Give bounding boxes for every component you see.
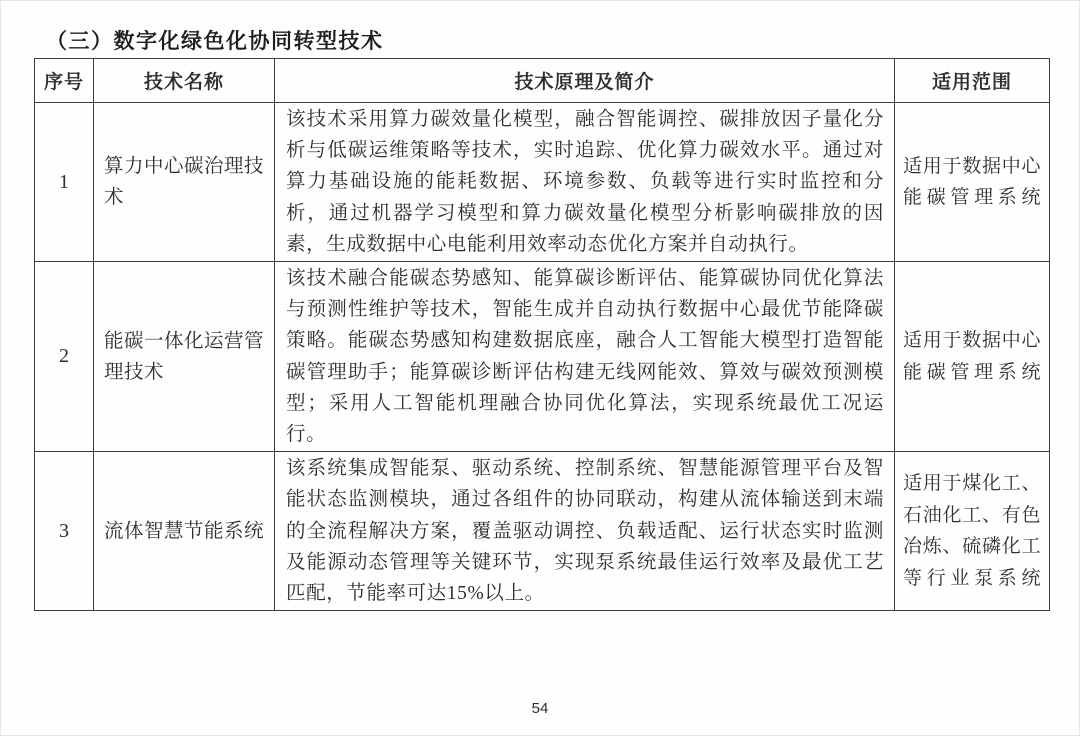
table-header-row (35, 59, 1050, 103)
principle-text: 该技术采用算力碳效量化模型，融合智能调控、碳排放因子量化分析与低碳运维策略等技术，实时追踪、优化算力碳效水平。通过对算力基础设施的能耗数据、环境参数、负载等进行实时监控和分析，通过机器学习模型和算力碳效量化模型分析影响碳排放的因素，生成数据中心电能利用效率动态优化方案并自动执行。 (275, 103, 895, 262)
header-technology-name: 技术名称 (94, 59, 275, 103)
page-number: 54 (531, 700, 549, 717)
principle-text: 该系统集成智能泵、驱动系统、控制系统、智慧能源管理平台及智能状态监测模块，通过各组件的协同联动，构建从流体输送到末端的全流程解决方案，覆盖驱动调控、负载适配、运行状态实时监测及能源动态管理等关键环节，实现泵系统最佳运行效率及最优工艺匹配，节能率可达15%以上。 (275, 452, 895, 611)
technology-name: 流体智慧节能系统 (94, 452, 275, 611)
row-serial-number: 2 (35, 262, 94, 452)
scope-text: 适用于数据中心能碳管理系统 (895, 262, 1050, 452)
principle-text: 该技术融合能碳态势感知、能算碳诊断评估、能算碳协同优化算法与预测性维护等技术，智能生成并自动执行数据中心最优节能降碳策略。能碳态势感知构建数据底座，融合人工智能大模型打造智能碳管理助手；能算碳诊断评估构建无线网能效、算效与碳效预测模型；采用人工智能机理融合协同优化算法，实现系统最优工况运行。 (275, 262, 895, 452)
row-serial-number: 1 (35, 103, 94, 262)
header-serial-number: 序号 (35, 59, 94, 103)
technology-table (34, 58, 1050, 611)
technology-name: 算力中心碳治理技术 (94, 103, 275, 262)
header-scope: 适用范围 (895, 59, 1050, 103)
header-principle: 技术原理及简介 (275, 59, 895, 103)
table-row (35, 262, 1050, 452)
section-title: （三）数字化绿色化协同转型技术 (46, 29, 384, 53)
row-serial-number: 3 (35, 452, 94, 611)
table-row (35, 103, 1050, 262)
scope-text: 适用于数据中心能碳管理系统 (895, 103, 1050, 262)
table-row (35, 452, 1050, 611)
technology-name: 能碳一体化运营管理技术 (94, 262, 275, 452)
scope-text: 适用于煤化工、石油化工、有色冶炼、硫磷化工等行业泵系统 (895, 452, 1050, 611)
